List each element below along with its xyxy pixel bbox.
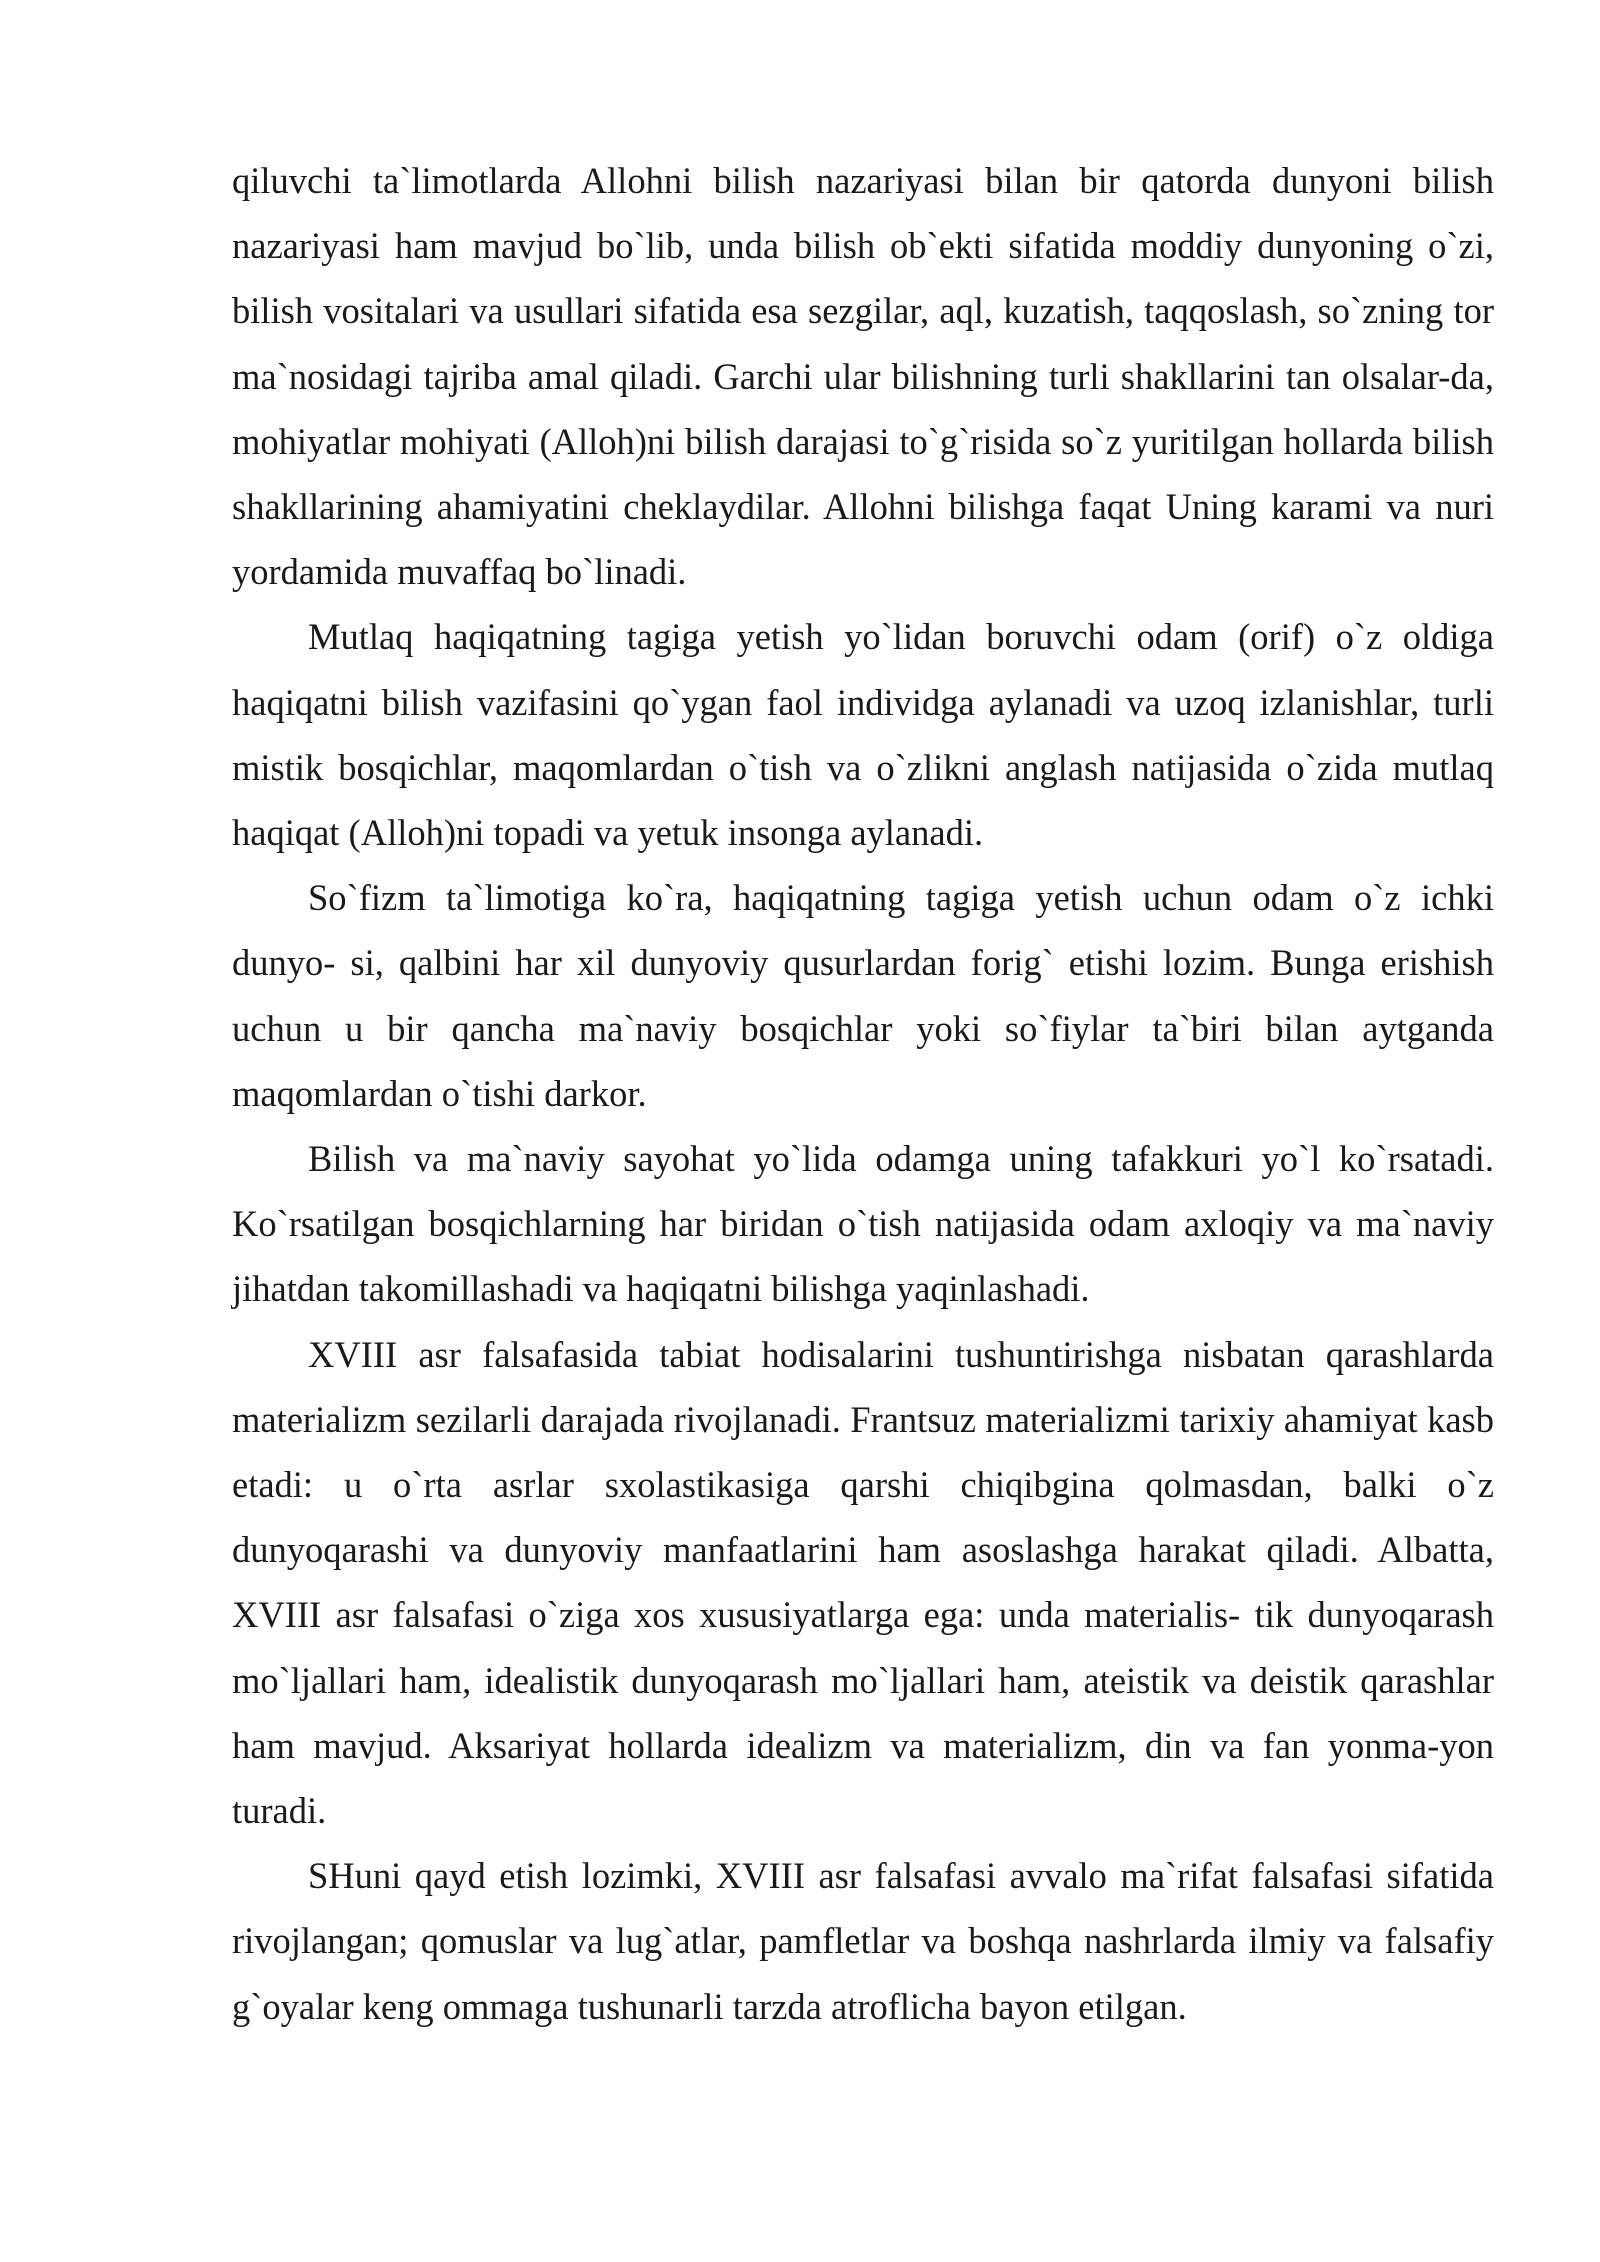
- paragraph-2: Mutlaq haqiqatning tagiga yetish yo`lidan boruvchi odam (orif) o`z oldiga haqiqatni bilish vazifasini qo`ygan faol individga aylanadi va uzoq izlanishlar, turli mistik bosqichlar, maqomlardan o`tish va o`zlikni anglash natijasida o`zida mutlaq haqiqat (Alloh)ni topadi va yetuk insonga aylanadi.: [232, 616, 1494, 854]
- document-page: [232, 148, 1494, 2039]
- paragraph-1: qiluvchi ta`limotlarda Allohni bilish nazariyasi bilan bir qatorda dunyoni bilish nazariyasi ham mavjud bo`lib, unda bilish ob`ekti sifatida moddiy dunyoning o`zi, bilish vositalari va usullari sifatida esa sezgilar, aql, kuzatish, taqqoslash, so`zning tor ma`nosidagi tajriba amal qiladi. Garchi ular bilishning turli shakllarini tan olsalar-da, mohiyatlar mohiyati (Alloh)ni bilish darajasi to`g`risida so`z yuritilgan hollarda bilish shakllarining ahamiyatini cheklaydilar. Allohni bilishga faqat Uning karami va nuri yordamida muvaffaq bo`linadi.: [232, 160, 1494, 593]
- paragraph-5: XVIII asr falsafasida tabiat hodisalarini tushuntirishga nisbatan qarashlarda materializm sezilarli darajada rivojlanadi. Frantsuz materializmi tarixiy ahamiyat kasb etadi: u o`rta asrlar sxolastikasiga qarshi chiqibgina qolmasdan, balki o`z dunyoqarashi va dunyoviy manfaatlarini ham asoslashga harakat qiladi. Albatta, XVIII asr falsafasi o`ziga xos xususiyatlarga ega: unda materialis- tik dunyoqarash mo`ljallari ham, idealistik dunyoqarash mo`ljallari ham, ateistik va deistik qarashlar ham mavjud. Aksariyat hollarda idealizm va materializm, din va fan yonma-yon turadi.: [232, 1333, 1494, 1832]
- paragraph-4: Bilish va ma`naviy sayohat yo`lida odamga uning tafakkuri yo`l ko`rsatadi. Ko`rsatilgan bosqichlarning har biridan o`tish natijasida odam axloqiy va ma`naviy jihatdan takomillashadi va haqiqatni bilishga yaqinlashadi.: [232, 1138, 1494, 1310]
- paragraph-6: SHuni qayd etish lozimki, XVIII asr falsafasi avvalo ma`rifat falsafasi sifatida rivojlangan; qomuslar va lug`atlar, pamfletlar va boshqa nashrlarda ilmiy va falsafiy g`oyalar keng ommaga tushunarli tarzda atroflicha bayon etilgan.: [232, 1855, 1494, 2027]
- paragraph-3: So`fizm ta`limotiga ko`ra, haqiqatning tagiga yetish uchun odam o`z ichki dunyo- si, qalbini har xil dunyoviy qusurlardan forig` etishi lozim. Bunga erishish uchun u bir qancha ma`naviy bosqichlar yoki so`fiylar ta`biri bilan aytganda maqomlardan o`tishi darkor.: [232, 877, 1494, 1114]
